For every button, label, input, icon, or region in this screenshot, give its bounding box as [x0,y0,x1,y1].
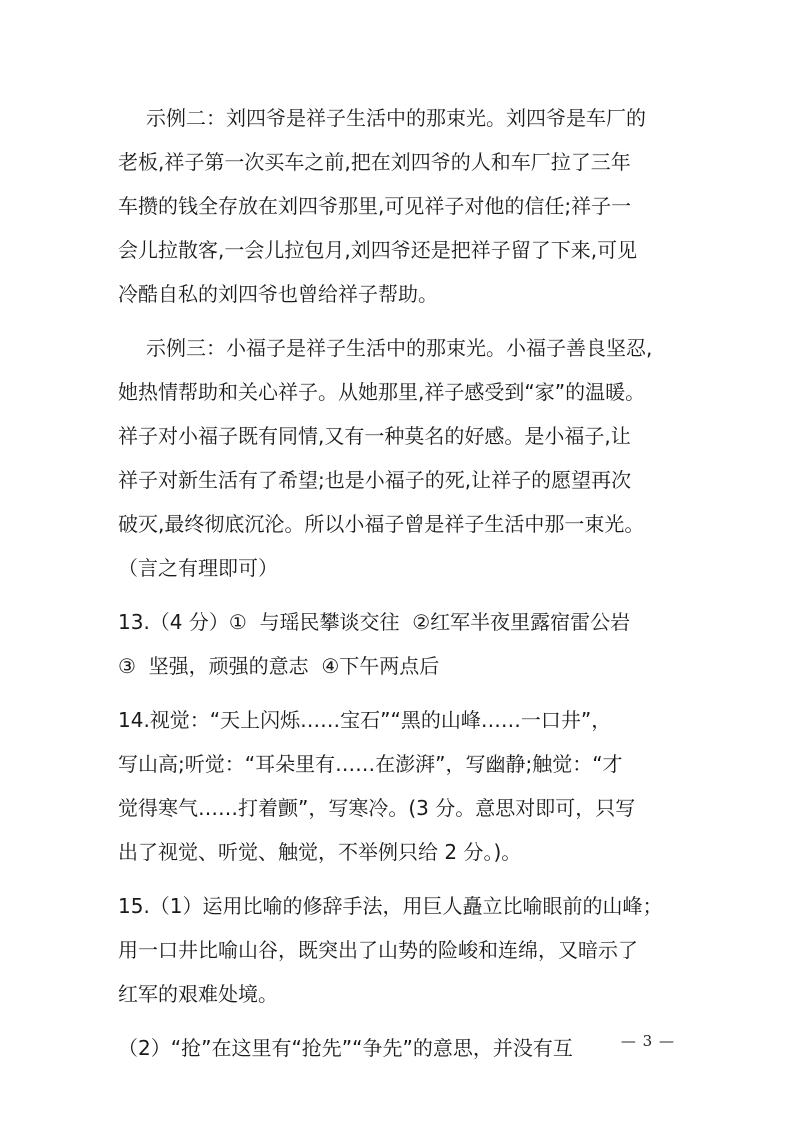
example-3-paragraph [118,326,678,590]
text-line: 示例二：刘四爷是祥子生活中的那束光。刘四爷是车厂的 [146,106,646,130]
text-line: 出了视觉、听觉、触觉，不举例只给 2 分。)。 [118,840,522,864]
text-line: 15.（1）运用比喻的修辞手法，用巨人矗立比喻眼前的山峰； [118,894,663,918]
question-14-answer [118,698,678,874]
text-line: 祥子对新生活有了希望;也是小福子的死,让祥子的愿望再次 [118,468,632,492]
text-line: 车攒的钱全存放在刘四爷那里,可见祥子对他的信任;祥子一 [118,194,632,218]
text-line: 冷酷自私的刘四爷也曾给祥子帮助。 [118,282,438,306]
example-2-paragraph [118,96,678,316]
text-line: ③ 坚强，顽强的意志 ④下午两点后 [118,654,440,678]
question-15-2-answer [118,1026,678,1070]
question-15-1-answer [118,884,678,1016]
text-line: 觉得寒气……打着颤”，写寒冷。(3 分。意思对即可，只写 [118,796,636,820]
text-line: 她热情帮助和关心祥子。从她那里,祥子感受到“家”的温暖。 [118,380,646,404]
text-line: 红军的艰难处境。 [118,982,278,1006]
text-line: 写山高;听觉：“耳朵里有……在澎湃”，写幽静;触觉：“才 [118,752,623,776]
text-line: 破灭,最终彻底沉沦。所以小福子曾是祥子生活中那一束光。 [118,512,645,536]
question-13-answer [118,600,678,688]
text-line: 13.（4 分）① 与瑶民攀谈交往 ②红军半夜里露宿雷公岩 [118,610,631,634]
text-line: 会儿拉散客,一会儿拉包月,刘四爷还是把祥子留了下来,可见 [118,238,638,262]
page-number: — 3 — [620,1032,675,1050]
text-line: 示例三：小福子是祥子生活中的那束光。小福子善良坚忍, [146,336,653,360]
text-line: 老板,祥子第一次买车之前,把在刘四爷的人和车厂拉了三年 [118,150,631,174]
text-line: 祥子对小福子既有同情,又有一种莫名的好感。是小福子,让 [118,424,631,448]
document-body [118,96,678,1070]
text-line: （2）“抢”在这里有“抢先”“争先”的意思，并没有互 [118,1036,573,1060]
text-line: （言之有理即可） [118,556,278,580]
text-line: 用一口井比喻山谷，既突出了山势的险峻和连绵，又暗示了 [118,938,638,962]
text-line: 14.视觉：“天上闪烁……宝石”“黑的山峰……一口井”， [118,708,612,732]
